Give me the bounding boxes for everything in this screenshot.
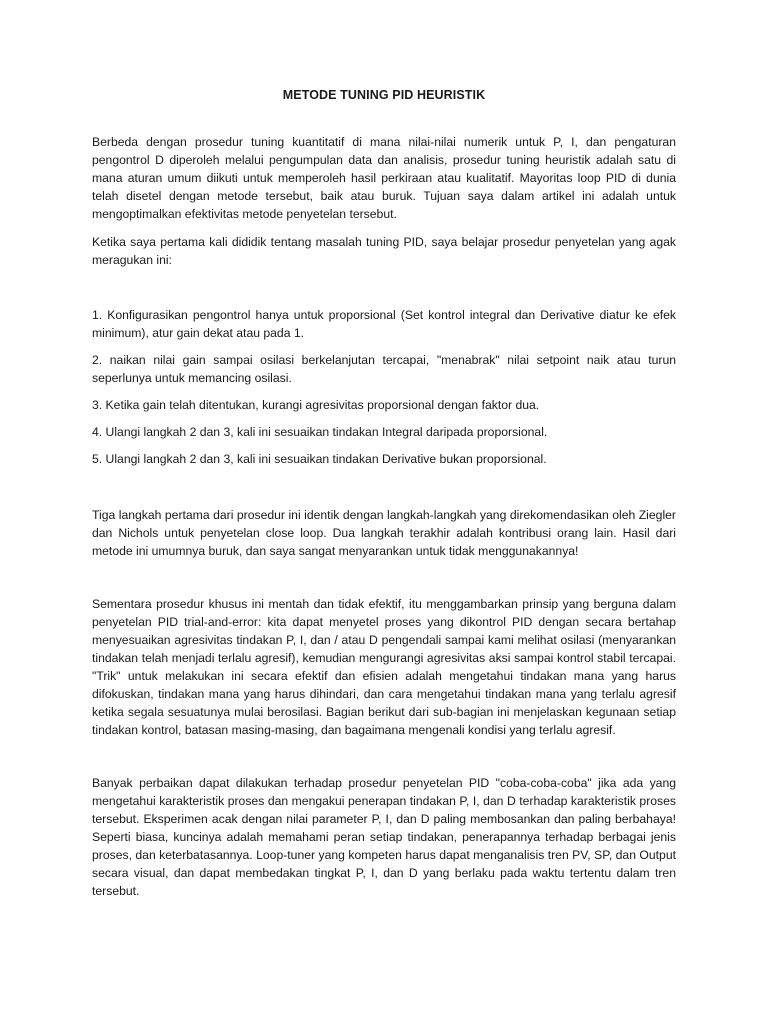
list-item-step-1: 1. Konfigurasikan pengontrol hanya untuk proporsional (Set kontrol integral dan Derivative diatur ke efek minimum), atur gain dekat atau pada 1. bbox=[92, 308, 676, 340]
steps-list bbox=[92, 306, 676, 468]
list-item-step-3: 3. Ketika gain telah ditentukan, kurangi agresivitas proporsional dengan faktor dua. bbox=[92, 398, 540, 412]
page-title: METODE TUNING PID HEURISTIK bbox=[282, 88, 486, 102]
list-item-step-2: 2. naikan nilai gain sampai osilasi berkelanjutan tercapai, "menabrak" nilai setpoint naik atau turun seperlunya untuk memancing osilasi. bbox=[92, 353, 676, 385]
paragraph-4: Sementara prosedur khusus ini mentah dan tidak efektif, itu menggambarkan prinsip yang berguna dalam penyetelan PID trial-and-error: kita dapat menyetel proses yang dikontrol PID dengan secara bertahap menyesuaikan agresivitas tindakan P, I, dan / atau D pengendali sampai kami melihat osilasi (menyarankan tindakan telah menjadi terlalu agresif), kemudian mengurangi agresivitas aksi sampai kontrol stabil tercapai. "Trik" untuk melakukan ini secara efektif dan efisien adalah mengetahui tindakan mana yang harus difokuskan, tindakan mana yang harus dihindari, dan cara mengetahui tindakan mana yang terlalu agresif ketika segala sesuatunya mulai berosilasi. Bagian berikut dari sub-bagian ini menjelaskan kegunaan setiap tindakan kontrol, batasan masing-masing, dan bagaimana mengenali kondisi yang terlalu agresif. bbox=[92, 597, 676, 737]
document-page bbox=[92, 88, 676, 900]
list-item-step-4: 4. Ulangi langkah 2 dan 3, kali ini sesuaikan tindakan Integral daripada proporsional. bbox=[92, 425, 548, 439]
paragraph-3: Tiga langkah pertama dari prosedur ini identik dengan langkah-langkah yang direkomendasikan oleh Ziegler dan Nichols untuk penyetelan close loop. Dua langkah terakhir adalah kontribusi orang lain. Hasil dari metode ini umumnya buruk, dan saya sangat menyarankan untuk tidak menggunakannya! bbox=[92, 508, 676, 558]
paragraph-5: Banyak perbaikan dapat dilakukan terhadap prosedur penyetelan PID "coba-coba-coba" jika ada yang mengetahui karakteristik proses dan mengakui penerapan tindakan P, I, dan D terhadap karakteristik proses tersebut. Eksperimen acak dengan nilai parameter P, I, dan D paling membosankan dan paling berbahaya! Seperti biasa, kuncinya adalah memahami peran setiap tindakan, penerapannya terhadap berbagai jenis proses, dan keterbatasannya. Loop-tuner yang kompeten harus dapat menganalisis tren PV, SP, dan Output secara visual, dan dapat membedakan tingkat P, I, dan D yang berlaku pada waktu tertentu dalam tren tersebut. bbox=[92, 776, 676, 898]
list-item-step-5: 5. Ulangi langkah 2 dan 3, kali ini sesuaikan tindakan Derivative bukan proporsional. bbox=[92, 452, 547, 466]
paragraph-intro-1: Berbeda dengan prosedur tuning kuantitatif di mana nilai-nilai numerik untuk P, I, dan pengaturan pengontrol D diperoleh melalui pengumpulan data dan analisis, prosedur tuning heuristik adalah satu di mana aturan umum diikuti untuk memperoleh hasil perkiraan atau kualitatif. Mayoritas loop PID di dunia telah disetel dengan metode tersebut, baik atau buruk. Tujuan saya dalam artikel ini adalah untuk mengoptimalkan efektivitas metode penyetelan tersebut. bbox=[92, 135, 676, 221]
paragraph-intro-2: Ketika saya pertama kali dididik tentang masalah tuning PID, saya belajar prosedur penyetelan yang agak meragukan ini: bbox=[92, 235, 676, 267]
